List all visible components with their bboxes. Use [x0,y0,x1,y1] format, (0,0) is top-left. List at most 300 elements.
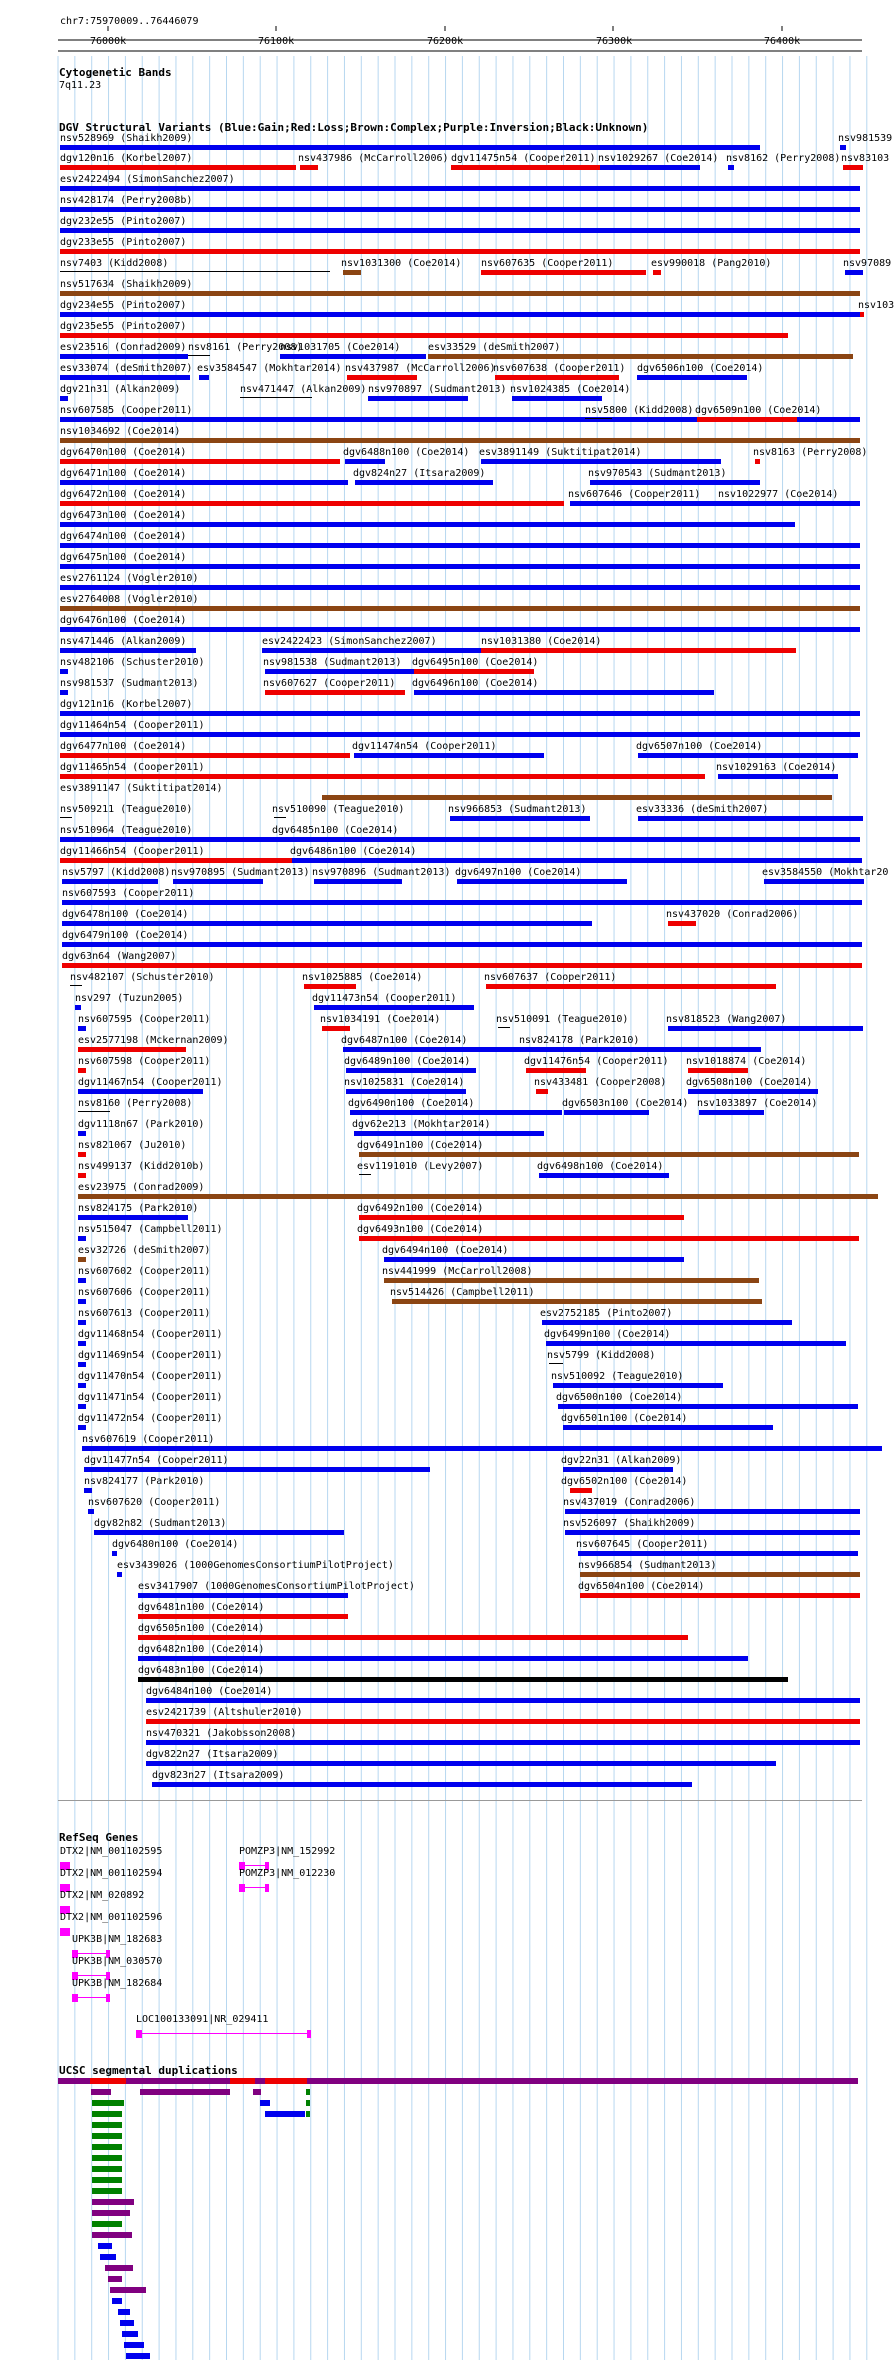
dgv-variant-bar[interactable] [62,963,862,968]
dgv-variant-bar[interactable] [60,396,68,401]
dgv-variant-bar[interactable] [384,1257,684,1262]
segdup-block[interactable] [92,2177,122,2183]
refseq-gene-label[interactable]: DTX2|NM_001102595 [60,1846,163,1857]
dgv-variant-label[interactable]: esv3584547 (Mokhtar2014) [197,363,342,374]
dgv-variant-label[interactable]: nsv482106 (Schuster2010) [60,657,205,668]
refseq-gene-intron[interactable] [136,2033,311,2034]
dgv-variant-bar[interactable] [60,375,190,380]
dgv-variant-bar[interactable] [526,1068,586,1073]
refseq-gene-exon[interactable] [66,1928,70,1936]
dgv-variant-label[interactable]: nsv528969 (Shaikh2009) [60,133,193,144]
dgv-variant-bar[interactable] [546,1341,846,1346]
dgv-variant-bar[interactable] [322,795,832,800]
dgv-variant-label[interactable]: esv1191010 (Levy2007) [357,1161,484,1172]
dgv-variant-bar[interactable] [280,354,426,359]
dgv-variant-label[interactable]: dgv11471n54 (Cooper2011) [78,1392,223,1403]
segdup-block[interactable] [98,2243,112,2249]
dgv-variant-bar[interactable] [138,1635,688,1640]
dgv-variant-label[interactable]: nsv97089 [843,258,892,269]
dgv-variant-bar[interactable] [688,1068,748,1073]
segdup-block[interactable] [92,2155,122,2161]
dgv-variant-label[interactable]: dgv822n27 (Itsara2009) [146,1749,279,1760]
dgv-variant-bar[interactable] [60,669,68,674]
dgv-variant-label[interactable]: nsv441999 (McCarroll2008) [382,1266,533,1277]
dgv-variant-label[interactable]: nsv510964 (Teague2010) [60,825,193,836]
segdup-block[interactable] [108,2276,122,2282]
dgv-variant-bar[interactable] [60,354,188,359]
dgv-variant-bar[interactable] [78,1341,86,1346]
dgv-variant-label[interactable]: nsv437986 (McCarroll2006) [298,153,449,164]
dgv-variant-label[interactable]: nsv966854 (Sudmant2013) [578,1560,717,1571]
dgv-variant-label[interactable]: dgv6499n100 (Coe2014) [544,1329,671,1340]
dgv-variant-label[interactable]: dgv232e55 (Pinto2007) [60,216,187,227]
dgv-variant-label[interactable]: dgv6506n100 (Coe2014) [637,363,764,374]
dgv-variant-label[interactable]: esv3891147 (Suktitipat2014) [60,783,223,794]
dgv-variant-bar[interactable] [570,501,720,506]
dgv-variant-bar[interactable] [354,753,544,758]
dgv-variant-label[interactable]: dgv6482n100 (Coe2014) [138,1644,265,1655]
refseq-gene-label[interactable]: UPK3B|NM_030570 [72,1956,163,1967]
dgv-variant-bar[interactable] [699,1110,764,1115]
dgv-variant-label[interactable]: nsv824175 (Park2010) [78,1203,199,1214]
dgv-variant-label[interactable]: dgv11468n54 (Cooper2011) [78,1329,223,1340]
dgv-variant-label[interactable]: nsv515047 (Campbell2011) [78,1224,223,1235]
dgv-variant-label[interactable]: dgv6475n100 (Coe2014) [60,552,187,563]
dgv-variant-bar[interactable] [350,1110,562,1115]
dgv-variant-label[interactable]: nsv471446 (Alkan2009) [60,636,187,647]
dgv-variant-label[interactable]: nsv8161 (Perry2008) [188,342,303,353]
dgv-variant-label[interactable]: dgv6480n100 (Coe2014) [112,1539,239,1550]
dgv-variant-label[interactable]: dgv6489n100 (Coe2014) [344,1056,471,1067]
dgv-variant-bar[interactable] [668,1026,863,1031]
dgv-variant-label[interactable]: nsv970895 (Sudmant2013) [171,867,310,878]
dgv-variant-bar[interactable] [199,375,209,380]
dgv-variant-bar[interactable] [343,270,361,275]
dgv-variant-bar[interactable] [304,984,356,989]
dgv-variant-label[interactable]: dgv6496n100 (Coe2014) [412,678,539,689]
dgv-variant-bar[interactable] [62,921,592,926]
dgv-variant-label[interactable]: dgv6504n100 (Coe2014) [578,1581,705,1592]
dgv-variant-bar[interactable] [300,165,318,170]
dgv-variant-bar[interactable] [78,1236,86,1241]
dgv-variant-label[interactable]: nsv509211 (Teague2010) [60,804,193,815]
dgv-variant-label[interactable]: nsv482107 (Schuster2010) [70,972,215,983]
segdup-block[interactable] [140,2089,230,2095]
dgv-variant-bar[interactable] [60,271,330,272]
dgv-variant-label[interactable]: nsv607620 (Cooper2011) [88,1497,221,1508]
dgv-variant-bar[interactable] [578,1551,858,1556]
refseq-gene-label[interactable]: UPK3B|NM_182683 [72,1934,163,1945]
dgv-variant-label[interactable]: dgv234e55 (Pinto2007) [60,300,187,311]
dgv-variant-label[interactable]: dgv22n31 (Alkan2009) [561,1455,682,1466]
dgv-variant-label[interactable]: esv3584550 (Mokhtar20 [762,867,889,878]
dgv-variant-bar[interactable] [345,459,385,464]
dgv-variant-bar[interactable] [78,1131,86,1136]
dgv-variant-bar[interactable] [718,774,838,779]
dgv-variant-bar[interactable] [314,879,402,884]
dgv-variant-label[interactable]: dgv6479n100 (Coe2014) [62,930,189,941]
dgv-variant-bar[interactable] [553,1383,723,1388]
dgv-variant-label[interactable]: dgv6483n100 (Coe2014) [138,1665,265,1676]
dgv-variant-bar[interactable] [146,1740,860,1745]
dgv-variant-label[interactable]: nsv499137 (Kidd2010b) [78,1161,205,1172]
dgv-variant-label[interactable]: nsv5800 (Kidd2008) [585,405,694,416]
segdup-block[interactable] [126,2353,150,2359]
dgv-variant-bar[interactable] [78,1215,188,1220]
dgv-variant-bar[interactable] [60,165,296,170]
dgv-variant-bar[interactable] [60,186,860,191]
dgv-variant-label[interactable]: esv33074 (deSmith2007) [60,363,193,374]
dgv-variant-bar[interactable] [60,333,788,338]
segdup-block[interactable] [92,2100,124,2106]
dgv-variant-label[interactable]: nsv970543 (Sudmant2013) [588,468,727,479]
dgv-variant-label[interactable]: nsv607613 (Cooper2011) [78,1308,211,1319]
dgv-variant-label[interactable]: nsv8162 (Perry2008) [726,153,841,164]
dgv-variant-label[interactable]: dgv11473n54 (Cooper2011) [312,993,457,1004]
dgv-variant-bar[interactable] [486,984,776,989]
segdup-block[interactable] [90,2078,126,2084]
dgv-variant-label[interactable]: nsv1024385 (Coe2014) [510,384,631,395]
dgv-variant-label[interactable]: nsv1031705 (Coe2014) [280,342,401,353]
dgv-variant-bar[interactable] [542,1320,792,1325]
dgv-variant-bar[interactable] [570,1488,592,1493]
dgv-variant-label[interactable]: nsv1034692 (Coe2014) [60,426,181,437]
dgv-variant-bar[interactable] [82,1446,882,1451]
dgv-variant-label[interactable]: dgv63n64 (Wang2007) [62,951,177,962]
dgv-variant-bar[interactable] [392,1299,762,1304]
dgv-variant-label[interactable]: nsv981537 (Sudmant2013) [60,678,199,689]
dgv-variant-label[interactable]: nsv8163 (Perry2008) [753,447,868,458]
dgv-variant-label[interactable]: nsv1022977 (Coe2014) [718,489,839,500]
dgv-variant-label[interactable]: dgv62e213 (Mokhtar2014) [352,1119,491,1130]
dgv-variant-label[interactable]: dgv6493n100 (Coe2014) [357,1224,484,1235]
dgv-variant-bar[interactable] [450,816,590,821]
dgv-variant-label[interactable]: nsv1025885 (Coe2014) [302,972,423,983]
segdup-block[interactable] [92,2188,122,2194]
segdup-block[interactable] [230,2078,255,2084]
dgv-variant-bar[interactable] [78,1047,186,1052]
dgv-variant-label[interactable]: nsv970896 (Sudmant2013) [312,867,451,878]
dgv-variant-bar[interactable] [536,1089,548,1094]
dgv-variant-label[interactable]: nsv5799 (Kidd2008) [547,1350,656,1361]
segdup-block[interactable] [112,2298,122,2304]
dgv-variant-bar[interactable] [359,1215,684,1220]
dgv-variant-label[interactable]: nsv471447 (Alkan2009) [240,384,367,395]
dgv-variant-bar[interactable] [292,858,862,863]
segdup-block[interactable] [92,2166,122,2172]
dgv-variant-label[interactable]: nsv607585 (Cooper2011) [60,405,193,416]
dgv-variant-label[interactable]: nsv607635 (Cooper2011) [481,258,614,269]
dgv-variant-bar[interactable] [78,1404,86,1409]
dgv-variant-bar[interactable] [78,1111,110,1112]
dgv-variant-bar[interactable] [580,1572,860,1577]
segdup-block[interactable] [306,2100,310,2106]
dgv-variant-label[interactable]: dgv6495n100 (Coe2014) [412,657,539,668]
dgv-variant-label[interactable]: nsv607646 (Cooper2011) [568,489,701,500]
segdup-block[interactable] [120,2320,134,2326]
dgv-variant-bar[interactable] [688,1089,818,1094]
dgv-variant-label[interactable]: dgv11476n54 (Cooper2011) [524,1056,669,1067]
dgv-variant-bar[interactable] [60,690,68,695]
dgv-variant-label[interactable]: nsv517634 (Shaikh2009) [60,279,193,290]
dgv-variant-label[interactable]: dgv6502n100 (Coe2014) [561,1476,688,1487]
refseq-gene-label[interactable]: DTX2|NM_001102594 [60,1868,163,1879]
dgv-variant-bar[interactable] [563,1467,673,1472]
dgv-variant-bar[interactable] [60,648,196,653]
dgv-variant-label[interactable]: dgv11470n54 (Cooper2011) [78,1371,223,1382]
dgv-variant-bar[interactable] [84,1467,430,1472]
dgv-variant-label[interactable]: esv2421739 (Altshuler2010) [146,1707,303,1718]
dgv-variant-bar[interactable] [94,1530,344,1535]
dgv-variant-bar[interactable] [481,648,796,653]
dgv-variant-label[interactable]: esv2577198 (Mckernan2009) [78,1035,229,1046]
dgv-variant-label[interactable]: esv990018 (Pang2010) [651,258,772,269]
dgv-variant-bar[interactable] [78,1362,86,1367]
dgv-variant-bar[interactable] [346,1089,466,1094]
dgv-variant-label[interactable]: nsv1031380 (Coe2014) [481,636,602,647]
dgv-variant-bar[interactable] [60,145,760,150]
dgv-variant-bar[interactable] [697,417,797,422]
segdup-block[interactable] [100,2254,116,2260]
dgv-variant-label[interactable]: nsv981539 [838,133,893,144]
dgv-variant-label[interactable]: dgv6500n100 (Coe2014) [556,1392,683,1403]
dgv-variant-bar[interactable] [60,207,860,212]
dgv-variant-label[interactable]: esv2422423 (SimonSanchez2007) [262,636,437,647]
dgv-variant-bar[interactable] [60,522,795,527]
dgv-variant-label[interactable]: nsv526097 (Shaikh2009) [563,1518,696,1529]
dgv-variant-bar[interactable] [78,1089,203,1094]
dgv-variant-bar[interactable] [60,606,860,611]
segdup-block[interactable] [92,2210,130,2216]
segdup-block[interactable] [253,2089,261,2095]
dgv-variant-label[interactable]: dgv6481n100 (Coe2014) [138,1602,265,1613]
dgv-variant-bar[interactable] [512,396,602,401]
dgv-variant-bar[interactable] [354,1131,544,1136]
dgv-variant-label[interactable]: dgv6473n100 (Coe2014) [60,510,187,521]
dgv-variant-bar[interactable] [638,753,858,758]
segdup-block[interactable] [124,2342,144,2348]
dgv-variant-label[interactable]: nsv607645 (Cooper2011) [576,1539,709,1550]
dgv-variant-label[interactable]: nsv1034191 (Coe2014) [320,1014,441,1025]
dgv-variant-label[interactable]: esv23975 (Conrad2009) [78,1182,205,1193]
dgv-variant-bar[interactable] [347,375,417,380]
dgv-variant-label[interactable]: dgv11475n54 (Cooper2011) [451,153,596,164]
segdup-block[interactable] [265,2078,307,2084]
dgv-variant-bar[interactable] [60,459,340,464]
dgv-variant-bar[interactable] [274,817,286,818]
dgv-variant-label[interactable]: nsv607602 (Cooper2011) [78,1266,211,1277]
dgv-variant-label[interactable]: dgv11465n54 (Cooper2011) [60,762,205,773]
dgv-variant-label[interactable]: esv2764008 (Vogler2010) [60,594,199,605]
dgv-variant-bar[interactable] [60,480,348,485]
dgv-variant-bar[interactable] [498,1027,510,1028]
dgv-variant-label[interactable]: dgv6509n100 (Coe2014) [695,405,822,416]
dgv-variant-label[interactable]: nsv428174 (Perry2008b) [60,195,193,206]
dgv-variant-label[interactable]: dgv1118n67 (Park2010) [78,1119,205,1130]
dgv-variant-label[interactable]: nsv607595 (Cooper2011) [78,1014,211,1025]
dgv-variant-label[interactable]: dgv6505n100 (Coe2014) [138,1623,265,1634]
dgv-variant-bar[interactable] [322,1026,350,1031]
refseq-gene-label[interactable]: DTX2|NM_020892 [60,1890,145,1901]
dgv-variant-label[interactable]: nsv510090 (Teague2010) [272,804,405,815]
dgv-variant-bar[interactable] [60,774,705,779]
dgv-variant-label[interactable]: dgv6484n100 (Coe2014) [146,1686,273,1697]
dgv-variant-label[interactable]: dgv6471n100 (Coe2014) [60,468,187,479]
dgv-variant-bar[interactable] [558,1404,858,1409]
dgv-variant-bar[interactable] [457,879,627,884]
dgv-variant-bar[interactable] [62,942,862,947]
dgv-variant-label[interactable]: nsv5797 (Kidd2008) [62,867,171,878]
dgv-variant-label[interactable]: nsv607606 (Cooper2011) [78,1287,211,1298]
dgv-variant-bar[interactable] [720,501,860,506]
dgv-variant-label[interactable]: dgv6478n100 (Coe2014) [62,909,189,920]
dgv-variant-bar[interactable] [146,1761,776,1766]
dgv-variant-bar[interactable] [146,1698,860,1703]
dgv-variant-label[interactable]: dgv6476n100 (Coe2014) [60,615,187,626]
dgv-variant-label[interactable]: dgv120n16 (Korbel2007) [60,153,193,164]
dgv-variant-label[interactable]: nsv510091 (Teague2010) [496,1014,629,1025]
dgv-variant-bar[interactable] [495,375,619,380]
dgv-variant-bar[interactable] [539,1173,669,1178]
dgv-variant-label[interactable]: nsv433481 (Cooper2008) [534,1077,667,1088]
dgv-variant-label[interactable]: dgv82n82 (Sudmant2013) [94,1518,227,1529]
dgv-variant-label[interactable]: dgv11469n54 (Cooper2011) [78,1350,223,1361]
segdup-block[interactable] [92,2122,122,2128]
dgv-variant-label[interactable]: dgv6492n100 (Coe2014) [357,1203,484,1214]
dgv-variant-label[interactable]: dgv11472n54 (Cooper2011) [78,1413,223,1424]
dgv-variant-bar[interactable] [274,837,834,842]
segdup-block[interactable] [91,2089,111,2095]
dgv-variant-label[interactable]: dgv6486n100 (Coe2014) [290,846,417,857]
dgv-variant-label[interactable]: nsv818523 (Wang2007) [666,1014,787,1025]
refseq-gene-exon[interactable] [239,1884,245,1892]
dgv-variant-bar[interactable] [62,879,158,884]
dgv-variant-label[interactable]: nsv607619 (Cooper2011) [82,1434,215,1445]
segdup-block[interactable] [110,2287,146,2293]
segdup-block[interactable] [105,2265,133,2271]
dgv-variant-bar[interactable] [764,879,864,884]
dgv-variant-bar[interactable] [60,501,564,506]
refseq-gene-label[interactable]: LOC100133091|NR_029411 [136,2014,269,2025]
dgv-variant-label[interactable]: nsv966853 (Sudmant2013) [448,804,587,815]
dgv-variant-label[interactable]: dgv6474n100 (Coe2014) [60,531,187,542]
dgv-variant-label[interactable]: dgv6472n100 (Coe2014) [60,489,187,500]
dgv-variant-label[interactable]: dgv6497n100 (Coe2014) [455,867,582,878]
dgv-variant-bar[interactable] [78,1320,86,1325]
dgv-variant-label[interactable]: nsv607637 (Cooper2011) [484,972,617,983]
dgv-variant-bar[interactable] [78,1194,878,1199]
dgv-variant-bar[interactable] [346,1068,476,1073]
dgv-variant-bar[interactable] [262,648,500,653]
segdup-block[interactable] [122,2331,138,2337]
dgv-variant-bar[interactable] [138,1593,348,1598]
dgv-variant-label[interactable]: nsv607627 (Cooper2011) [263,678,396,689]
dgv-variant-bar[interactable] [60,249,860,254]
dgv-variant-bar[interactable] [840,145,846,150]
dgv-variant-bar[interactable] [668,921,696,926]
dgv-variant-bar[interactable] [590,480,760,485]
dgv-variant-bar[interactable] [60,438,860,443]
dgv-variant-bar[interactable] [60,228,860,233]
dgv-variant-label[interactable]: dgv6488n100 (Coe2014) [343,447,470,458]
dgv-variant-label[interactable]: dgv233e55 (Pinto2007) [60,237,187,248]
dgv-variant-bar[interactable] [188,355,210,356]
dgv-variant-label[interactable]: nsv1029267 (Coe2014) [598,153,719,164]
dgv-variant-bar[interactable] [549,1363,563,1364]
dgv-variant-bar[interactable] [580,1593,860,1598]
dgv-variant-label[interactable]: nsv7403 (Kidd2008) [60,258,169,269]
dgv-variant-label[interactable]: esv33529 (deSmith2007) [428,342,561,353]
dgv-variant-bar[interactable] [78,1383,86,1388]
dgv-variant-bar[interactable] [359,1152,859,1157]
dgv-variant-label[interactable]: nsv1029163 (Coe2014) [716,762,837,773]
dgv-variant-label[interactable]: dgv6494n100 (Coe2014) [382,1245,509,1256]
refseq-gene-exon[interactable] [136,2030,142,2038]
segdup-block[interactable] [92,2111,122,2117]
dgv-variant-bar[interactable] [84,1488,92,1493]
dgv-variant-label[interactable]: dgv11477n54 (Cooper2011) [84,1455,229,1466]
dgv-variant-bar[interactable] [173,879,263,884]
dgv-variant-bar[interactable] [78,1299,86,1304]
segdup-block[interactable] [58,2078,858,2084]
dgv-variant-bar[interactable] [355,480,493,485]
dgv-variant-bar[interactable] [117,1572,122,1577]
dgv-variant-label[interactable]: esv2752185 (Pinto2007) [540,1308,673,1319]
dgv-variant-label[interactable]: nsv1018874 (Coe2014) [686,1056,807,1067]
dgv-variant-bar[interactable] [70,985,82,986]
dgv-variant-bar[interactable] [138,1614,348,1619]
dgv-variant-label[interactable]: nsv824178 (Park2010) [519,1035,640,1046]
dgv-variant-bar[interactable] [78,1068,86,1073]
dgv-variant-label[interactable]: dgv11474n54 (Cooper2011) [352,741,497,752]
dgv-variant-bar[interactable] [138,1677,788,1682]
dgv-variant-bar[interactable] [88,1509,94,1514]
segdup-block[interactable] [118,2309,130,2315]
dgv-variant-bar[interactable] [414,669,534,674]
dgv-variant-label[interactable]: nsv83103 [841,153,890,164]
dgv-variant-bar[interactable] [414,690,714,695]
dgv-variant-label[interactable]: esv3417907 (1000GenomesConsortiumPilotProject) [138,1581,415,1592]
dgv-variant-bar[interactable] [60,585,860,590]
dgv-variant-bar[interactable] [60,291,860,296]
dgv-variant-bar[interactable] [481,459,721,464]
dgv-variant-label[interactable]: nsv437987 (McCarroll2006) [345,363,496,374]
dgv-variant-bar[interactable] [563,1425,773,1430]
dgv-variant-label[interactable]: nsv297 (Tuzun2005) [75,993,184,1004]
dgv-variant-label[interactable]: nsv607638 (Cooper2011) [493,363,626,374]
dgv-variant-bar[interactable] [60,543,860,548]
dgv-variant-label[interactable]: esv3891149 (Suktitipat2014) [479,447,642,458]
dgv-variant-bar[interactable] [600,165,700,170]
segdup-block[interactable] [92,2232,132,2238]
dgv-variant-bar[interactable] [860,312,864,317]
segdup-block[interactable] [92,2221,122,2227]
dgv-variant-label[interactable]: dgv6490n100 (Coe2014) [348,1098,475,1109]
dgv-variant-label[interactable]: nsv970897 (Sudmant2013) [368,384,507,395]
dgv-variant-bar[interactable] [565,1509,860,1514]
dgv-variant-label[interactable]: nsv514426 (Campbell2011) [390,1287,535,1298]
dgv-variant-bar[interactable] [60,312,860,317]
dgv-variant-bar[interactable] [78,1152,86,1157]
refseq-gene-exon[interactable] [265,1884,269,1892]
dgv-variant-bar[interactable] [60,732,860,737]
dgv-variant-label[interactable]: dgv6503n100 (Coe2014) [562,1098,689,1109]
dgv-variant-bar[interactable] [359,1174,371,1175]
dgv-variant-bar[interactable] [78,1278,86,1283]
refseq-gene-exon[interactable] [72,1994,78,2002]
dgv-variant-bar[interactable] [451,165,601,170]
dgv-variant-label[interactable]: nsv607593 (Cooper2011) [62,888,195,899]
